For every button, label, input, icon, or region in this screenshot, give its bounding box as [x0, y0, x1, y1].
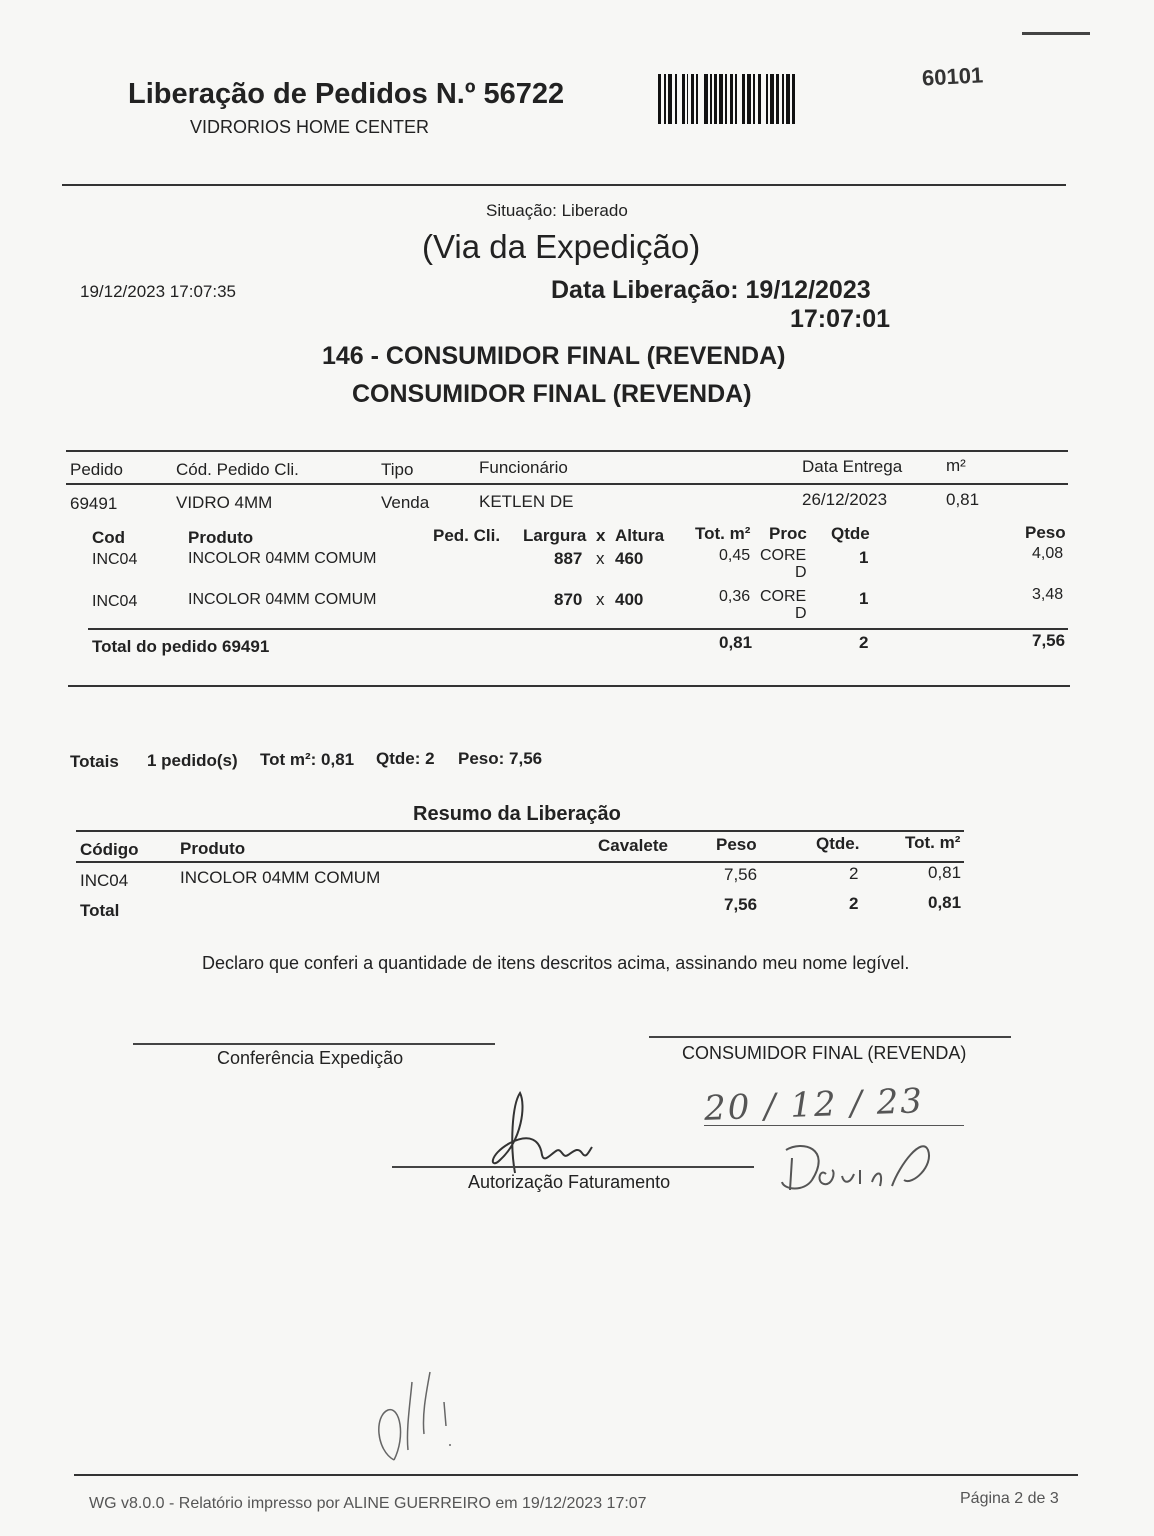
order-total-rule: [88, 628, 1068, 630]
handwritten-mark: [366, 1360, 476, 1470]
header-divider: [62, 184, 1066, 186]
order-section-bottom-rule: [68, 685, 1070, 687]
col-header-funcionario: Funcionário: [479, 458, 568, 477]
item-header-cod: Cod: [92, 528, 126, 547]
item-header-produto: Produto: [188, 528, 254, 547]
item-1-qtde: 1: [859, 548, 869, 567]
order-funcionario: KETLEN DE: [479, 492, 574, 511]
footer-rule: [74, 1474, 1078, 1476]
summary-total-qtde: 2: [849, 894, 859, 913]
summary-header-peso: Peso: [716, 835, 757, 854]
col-header-tipo: Tipo: [381, 460, 414, 479]
order-pedido: 69491: [70, 494, 118, 513]
summary-header-produto: Produto: [180, 839, 246, 858]
item-1-cod: INC04: [92, 551, 138, 568]
order-cod-pedido-cli: VIDRO 4MM: [176, 493, 273, 512]
order-table-header-rule: [66, 483, 1068, 485]
item-header-largura: Largura: [523, 526, 587, 545]
declaration-text: Declaro que conferi a quantidade de itens descritos acima, assinando meu nome legível.: [202, 953, 910, 973]
autorizacao-signature-line: [392, 1166, 754, 1168]
release-date: Data Liberação: 19/12/2023: [551, 276, 871, 304]
corner-mark: [1022, 32, 1090, 35]
item-2-altura: 400: [615, 590, 644, 609]
summary-top-rule: [76, 830, 964, 832]
situation-text: Situação: Liberado: [486, 201, 628, 220]
item-2-proc-cont: D: [795, 605, 807, 622]
col-header-data-entrega: Data Entrega: [802, 457, 903, 476]
totals-qtde: Qtde: 2: [376, 749, 435, 768]
summary-row-peso: 7,56: [724, 865, 758, 884]
footer-page-number: Página 2 de 3: [960, 1490, 1059, 1507]
summary-header-qtde: Qtde.: [816, 834, 860, 853]
item-2-produto: INCOLOR 04MM COMUM: [188, 591, 377, 608]
totals-label: Totais: [70, 752, 119, 771]
autorizacao-signature: [470, 1085, 620, 1175]
item-2-peso: 3,48: [1032, 586, 1064, 603]
client-name-line1: 146 - CONSUMIDOR FINAL (REVENDA): [322, 342, 786, 370]
client-signature-line: [649, 1036, 1011, 1038]
item-2-proc: CORE: [760, 588, 807, 605]
item-1-altura: 460: [615, 549, 644, 568]
item-2-qtde: 1: [859, 589, 869, 608]
order-total-m2: 0,81: [719, 633, 753, 652]
order-tipo: Venda: [381, 493, 430, 512]
order-m2: 0,81: [946, 490, 980, 509]
stamp-number: 60101: [921, 62, 984, 91]
summary-row-tot-m2: 0,81: [928, 863, 962, 882]
summary-total-tot-m2: 0,81: [928, 893, 962, 912]
item-2-x: x: [596, 590, 605, 609]
item-2-tot-m2: 0,36: [719, 588, 751, 605]
item-header-altura: Altura: [615, 526, 665, 545]
order-total-label: Total do pedido 69491: [92, 637, 270, 656]
client-signature: [772, 1130, 942, 1200]
handwritten-date-underline: [704, 1125, 964, 1126]
summary-header-rule: [76, 861, 964, 863]
footer-printed-by: WG v8.0.0 - Relatório impresso por ALINE GUERREIRO em 19/12/2023 17:07: [89, 1495, 647, 1512]
item-2-cod: INC04: [92, 593, 138, 610]
totals-pedidos: 1 pedido(s): [147, 751, 238, 770]
order-total-qtde: 2: [859, 633, 869, 652]
document-title: Liberação de Pedidos N.º 56722: [128, 78, 565, 110]
company-name: VIDRORIOS HOME CENTER: [190, 117, 430, 137]
summary-total-label: Total: [80, 901, 120, 920]
item-1-proc: CORE: [760, 547, 807, 564]
summary-row-qtde: 2: [849, 864, 859, 883]
summary-title: Resumo da Liberação: [413, 803, 621, 825]
item-1-largura: 887: [554, 549, 583, 568]
autorizacao-label: Autorização Faturamento: [468, 1172, 671, 1192]
item-1-tot-m2: 0,45: [719, 547, 751, 564]
col-header-cod-pedido-cli: Cód. Pedido Cli.: [176, 460, 299, 479]
summary-header-cavalete: Cavalete: [598, 836, 668, 855]
client-name-line2: CONSUMIDOR FINAL (REVENDA): [352, 380, 752, 408]
totals-peso: Peso: 7,56: [458, 749, 543, 768]
item-header-peso: Peso: [1025, 523, 1066, 542]
conferencia-label: Conferência Expedição: [217, 1048, 404, 1068]
item-header-qtde: Qtde: [831, 524, 870, 543]
order-total-peso: 7,56: [1032, 631, 1066, 650]
item-header-proc: Proc: [769, 524, 807, 543]
client-label: CONSUMIDOR FINAL (REVENDA): [682, 1043, 967, 1063]
item-header-tot-m2: Tot. m²: [695, 524, 751, 543]
release-time: 17:07:01: [790, 305, 891, 333]
summary-header-tot-m2: Tot. m²: [905, 833, 961, 852]
order-data-entrega: 26/12/2023: [802, 490, 888, 509]
order-table-top-rule: [66, 450, 1068, 452]
col-header-pedido: Pedido: [70, 460, 123, 479]
conferencia-signature-line: [133, 1043, 495, 1045]
item-1-proc-cont: D: [795, 564, 807, 581]
handwritten-date: 20 / 12 / 23: [703, 1081, 925, 1129]
summary-row-produto: INCOLOR 04MM COMUM: [180, 868, 381, 887]
summary-header-codigo: Código: [80, 840, 139, 859]
col-header-m2: m²: [946, 456, 966, 475]
item-header-ped-cli: Ped. Cli.: [433, 526, 501, 545]
item-header-x: x: [596, 526, 606, 545]
via-title: (Via da Expedição): [422, 228, 701, 265]
summary-total-peso: 7,56: [724, 895, 758, 914]
item-1-x: x: [596, 549, 605, 568]
item-1-produto: INCOLOR 04MM COMUM: [188, 550, 377, 567]
item-2-largura: 870: [554, 590, 583, 609]
barcode: [658, 74, 834, 124]
printed-datetime: 19/12/2023 17:07:35: [80, 282, 236, 301]
totals-m2: Tot m²: 0,81: [260, 750, 355, 769]
summary-row-codigo: INC04: [80, 871, 129, 890]
item-1-peso: 4,08: [1032, 545, 1064, 562]
